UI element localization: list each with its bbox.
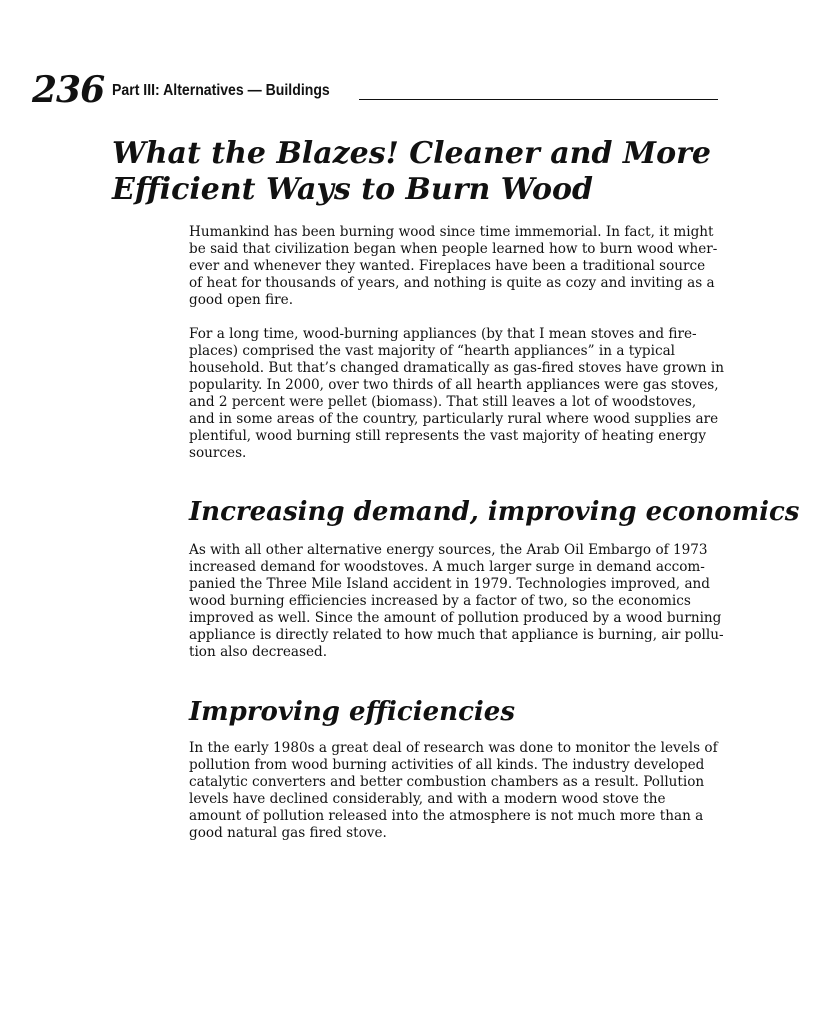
text-line: In the early 1980s a great deal of research was done to monitor the levels of	[189, 740, 718, 756]
text-line: tion also decreased.	[189, 644, 328, 660]
text-line: catalytic converters and better combustion chambers as a result. Pollution	[189, 774, 705, 790]
intro-body	[189, 224, 724, 462]
text-line: improved as well. Since the amount of pollution produced by a wood burning	[189, 610, 722, 626]
intro-paragraph-1	[189, 224, 718, 309]
text-line: pollution from wood burning activities of all kinds. The industry developed	[189, 757, 705, 773]
text-line: As with all other alternative energy sources, the Arab Oil Embargo of 1973	[189, 542, 708, 558]
text-line: and in some areas of the country, particularly rural where wood supplies are	[189, 411, 719, 427]
text-line: sources.	[189, 445, 247, 461]
chapter-title-line: What the Blazes! Cleaner and More	[112, 136, 711, 171]
section-paragraph	[189, 542, 724, 661]
header-rule	[359, 99, 718, 100]
text-line: popularity. In 2000, over two thirds of all hearth appliances were gas stoves,	[189, 377, 719, 393]
text-line: and 2 percent were pellet (biomass). That still leaves a lot of woodstoves,	[189, 394, 697, 410]
text-line: wood burning efficiencies increased by a factor of two, so the economics	[189, 593, 691, 609]
intro-paragraph-2	[189, 326, 724, 462]
text-line: places) comprised the vast majority of “hearth appliances” in a typical	[189, 343, 676, 359]
section-body-efficiencies	[189, 740, 718, 842]
section-body-demand	[189, 542, 724, 661]
text-line: be said that civilization began when people learned how to burn wood wher-	[189, 241, 718, 257]
section-heading-efficiencies: Improving efficiencies	[189, 697, 515, 727]
text-line: appliance is directly related to how much that appliance is burning, air pollu-	[189, 627, 724, 643]
part-title: Part III: Alternatives — Buildings	[112, 82, 330, 99]
text-line: For a long time, wood-burning appliances (by that I mean stoves and fire-	[189, 326, 697, 342]
text-line: panied the Three Mile Island accident in 1979. Technologies improved, and	[189, 576, 711, 592]
text-line: amount of pollution released into the atmosphere is not much more than a	[189, 808, 704, 824]
chapter-title-line: Efficient Ways to Burn Wood	[112, 172, 594, 207]
text-line: levels have declined considerably, and with a modern wood stove the	[189, 791, 666, 807]
text-line: ever and whenever they wanted. Fireplaces have been a traditional source	[189, 258, 706, 274]
section-paragraph	[189, 740, 718, 842]
page-number: 236	[32, 69, 105, 111]
text-line: of heat for thousands of years, and nothing is quite as cozy and inviting as a	[189, 275, 715, 291]
text-line: Humankind has been burning wood since time immemorial. In fact, it might	[189, 224, 714, 240]
text-line: household. But that’s changed dramatically as gas-fired stoves have grown in	[189, 360, 724, 376]
section-heading-demand: Increasing demand, improving economics	[189, 497, 800, 527]
text-line: plentiful, wood burning still represents the vast majority of heating energy	[189, 428, 707, 444]
text-line: good natural gas fired stove.	[189, 825, 387, 841]
text-line: increased demand for woodstoves. A much larger surge in demand accom-	[189, 559, 705, 575]
text-line: good open fire.	[189, 292, 294, 308]
running-header	[32, 68, 718, 110]
chapter-title	[112, 136, 732, 208]
